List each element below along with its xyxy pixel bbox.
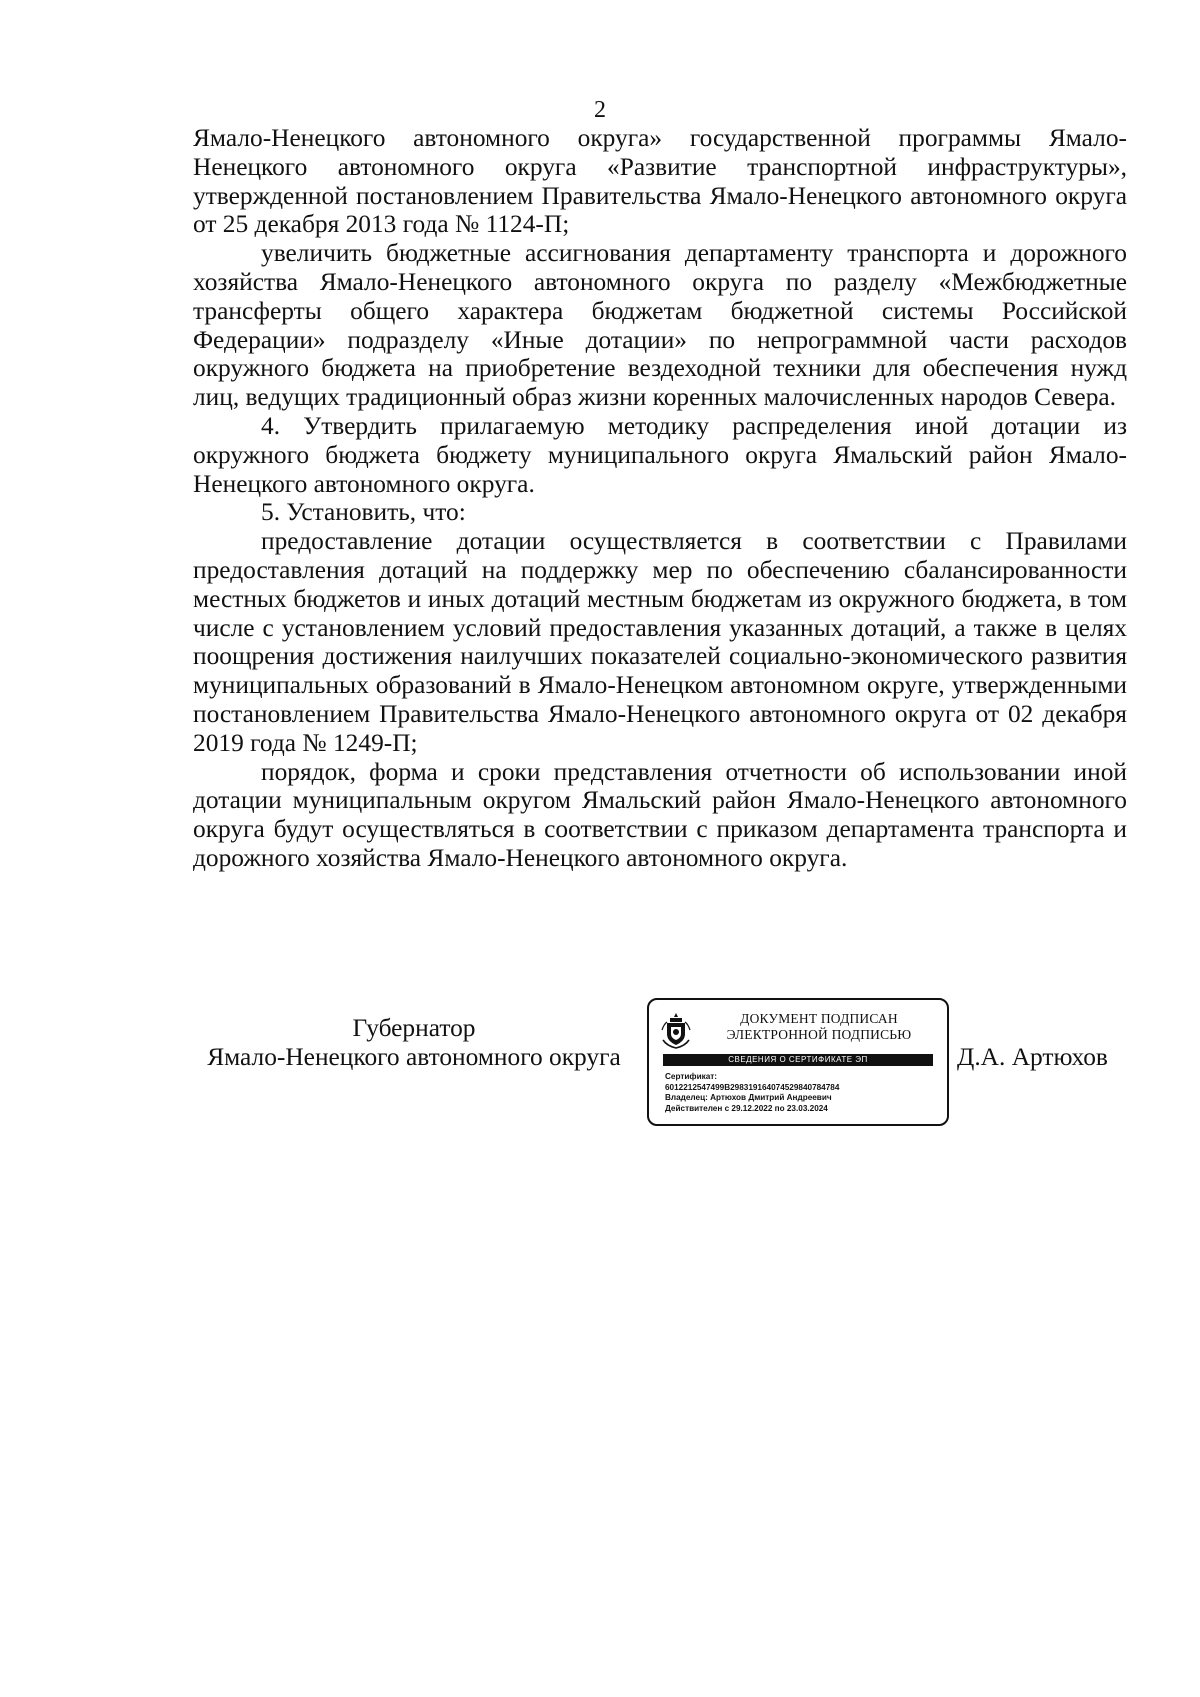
document-body bbox=[193, 124, 1127, 873]
paragraph-reporting-procedure: порядок, форма и сроки представления отчетности об использовании иной дотации муниципальным округом Ямальский район Ямало-Ненецкого автономного округа будут осуществляться в соответствии с приказом департамента транспорта и дорожного хозяйства Ямало-Ненецкого автономного округа. bbox=[193, 757, 1127, 872]
page-number: 2 bbox=[594, 97, 606, 123]
stamp-heading-line2: ЭЛЕКТРОННОЙ ПОДПИСЬЮ bbox=[726, 1027, 912, 1042]
paragraph-item-4: 4. Утвердить прилагаемую методику распределения иной дотации из окружного бюджета бюджету муниципального округа Ямальский район Ямало-Ненецкого автономного округа. bbox=[193, 411, 1127, 498]
stamp-certificate-bar: СВЕДЕНИЯ О СЕРТИФИКАТЕ ЭП bbox=[663, 1054, 933, 1066]
stamp-heading-line1: ДОКУМЕНТ ПОДПИСАН bbox=[740, 1011, 898, 1026]
paragraph-program-reference: Ямало-Ненецкого автономного округа» государственной программы Ямало-Ненецкого автономного округа «Развитие транспортной инфраструктуры», утвержденной постановлением Правительства Ямало-Ненецкого автономного округа от 25 декабря 2013 года № 1124-П; bbox=[193, 124, 1127, 239]
signatory-title-line2: Ямало-Ненецкого автономного округа bbox=[207, 1043, 621, 1071]
certificate-owner: Владелец: Артюхов Дмитрий Андреевич bbox=[665, 1093, 832, 1103]
stamp-certificate-details bbox=[665, 1072, 941, 1114]
signatory-name: Д.А. Артюхов bbox=[957, 1043, 1108, 1071]
certificate-validity: Действителен с 29.12.2022 по 23.03.2024 bbox=[665, 1103, 828, 1113]
paragraph-item-5: 5. Установить, что: bbox=[261, 498, 466, 527]
signatory-title bbox=[188, 1014, 640, 1072]
certificate-number: 6012212547499B298319164074529840784784 bbox=[665, 1082, 840, 1092]
stamp-heading bbox=[701, 1011, 937, 1043]
paragraph-grant-provision: предоставление дотации осуществляется в соответствии с Правилами предоставления дотаций на поддержку мер по обеспечению сбалансированности местных бюджетов и иных дотаций местным бюджетам из окружного бюджета, в том числе с установлением условий предоставления указанных дотаций, а также в целях поощрения достижения наилучших показателей социально-экономического развития муниципальных образований в Ямало-Ненецком автономном округе, утвержденными постановлением Правительства Ямало-Ненецкого автономного округа от 02 декабря 2019 года № 1249-П; bbox=[193, 527, 1127, 757]
electronic-signature-stamp bbox=[647, 998, 949, 1126]
coat-of-arms-icon bbox=[661, 1010, 691, 1050]
signatory-title-line1: Губернатор bbox=[352, 1014, 476, 1042]
certificate-label: Сертификат: bbox=[665, 1072, 717, 1081]
paragraph-budget-allocation: увеличить бюджетные ассигнования департаменту транспорта и дорожного хозяйства Ямало-Ненецкого автономного округа по разделу «Межбюджетные трансферты общего характера бюджетам бюджетной системы Российской Федерации» подразделу «Иные дотации» по непрограммной части расходов окружного бюджета на приобретение вездеходной техники для обеспечения нужд лиц, ведущих традиционный образ жизни коренных малочисленных народов Севера. bbox=[193, 239, 1127, 412]
signature-block bbox=[0, 998, 1200, 1138]
